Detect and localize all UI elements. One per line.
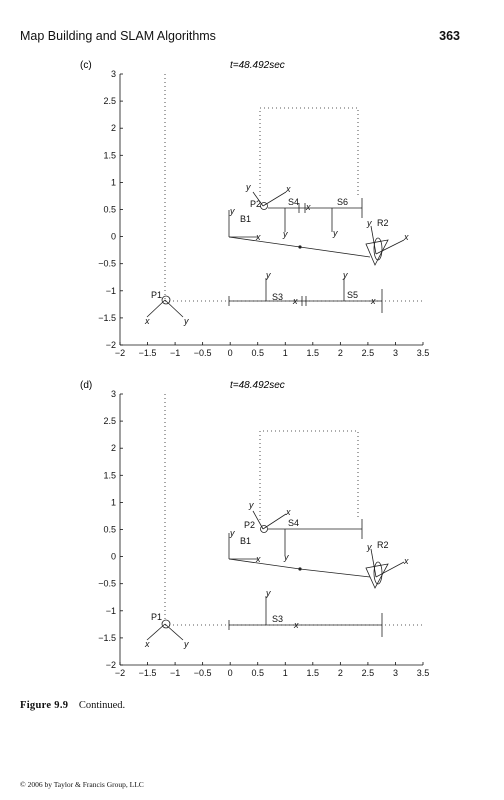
svg-text:y: y — [184, 316, 189, 326]
panel-label: (c) — [80, 60, 92, 71]
svg-text:x: x — [145, 316, 150, 326]
y-tick-label: 1 — [110, 497, 116, 508]
x-tick-label: 3 — [392, 348, 398, 358]
y-tick-label: 2.5 — [103, 416, 116, 427]
map-geometry — [147, 74, 422, 317]
x-tick-label: −0.5 — [193, 668, 212, 678]
frame-axis — [165, 624, 183, 640]
svg-text:x: x — [145, 639, 150, 649]
y-tick-label: 0 — [110, 231, 116, 242]
landmark-label: S3 — [272, 292, 284, 302]
y-tick-label: 1 — [110, 177, 116, 188]
svg-text:y: y — [266, 588, 271, 598]
landmark-label: S5 — [347, 290, 359, 300]
plot-panel-c — [0, 52, 504, 362]
x-tick-label: 1.5 — [306, 668, 320, 678]
uncertainty-ellipse — [261, 526, 268, 533]
y-tick-label: 2.5 — [103, 96, 116, 107]
x-tick-label: 0 — [227, 668, 233, 678]
dotted-guide-box — [260, 431, 358, 520]
svg-text:y: y — [283, 229, 288, 239]
x-tick-label: 2.5 — [361, 668, 375, 678]
svg-text:y: y — [266, 270, 271, 280]
landmark-label: S4 — [288, 518, 300, 528]
landmark-label: S4 — [288, 197, 300, 207]
svg-text:y: y — [230, 528, 235, 538]
svg-text:y: y — [249, 500, 254, 510]
y-tick-label: 3 — [110, 389, 116, 399]
x-tick-label: −2 — [114, 348, 126, 358]
uncertainty-ellipse — [162, 296, 170, 304]
robot-triangle — [366, 564, 388, 588]
map-geometry — [147, 394, 422, 640]
x-tick-label: 1 — [282, 668, 288, 678]
x-tick-label: −1.5 — [138, 348, 157, 358]
svg-text:x: x — [293, 296, 298, 306]
x-tick-label: −0.5 — [193, 348, 212, 358]
figure-label: Figure 9.9 — [20, 700, 69, 711]
x-tick-label: 2.5 — [361, 348, 375, 358]
y-tick-label: −1.5 — [98, 312, 116, 323]
uncertainty-ellipse — [162, 620, 170, 628]
y-tick-label: −1 — [105, 605, 116, 616]
landmark-label: P1 — [151, 612, 163, 622]
svg-text:y: y — [284, 552, 289, 562]
trajectory-point — [299, 246, 301, 248]
x-tick-label: −1 — [169, 668, 181, 678]
y-tick-label: 3 — [110, 69, 116, 79]
axes — [98, 389, 429, 678]
y-tick-label: 2 — [110, 123, 116, 134]
landmark-label: P1 — [151, 290, 163, 300]
svg-text:x: x — [286, 507, 291, 517]
x-tick-label: 0.5 — [251, 348, 264, 358]
x-tick-label: −2 — [114, 668, 126, 678]
axes — [98, 69, 429, 358]
landmark-label: R2 — [377, 218, 389, 228]
landmark-label: S6 — [337, 197, 349, 207]
svg-text:y: y — [367, 542, 372, 552]
svg-text:x: x — [294, 620, 299, 630]
y-tick-label: −2 — [105, 660, 116, 670]
svg-text:x: x — [371, 296, 376, 306]
y-tick-label: 1.5 — [103, 150, 116, 161]
figure-caption-text: Continued. — [78, 700, 126, 711]
svg-text:y: y — [333, 228, 338, 238]
y-tick-label: −1 — [105, 285, 116, 296]
svg-text:x: x — [256, 554, 261, 564]
plot-title: t=48.492sec — [230, 60, 285, 71]
svg-text:y: y — [367, 218, 372, 228]
plot-panel-d — [0, 372, 504, 682]
landmark-label: B1 — [240, 536, 252, 546]
svg-text:x: x — [306, 202, 311, 212]
trajectory-point — [299, 568, 301, 570]
landmark-label: S3 — [272, 614, 284, 624]
svg-text:y: y — [343, 270, 348, 280]
svg-text:x: x — [404, 232, 409, 242]
page-number: 363 — [439, 29, 460, 43]
frame-axis — [371, 549, 376, 577]
map-labels — [151, 197, 389, 302]
plot-title: t=48.492sec — [230, 380, 285, 391]
frame-axis — [376, 240, 404, 254]
svg-text:y: y — [184, 639, 189, 649]
x-tick-label: 0.5 — [251, 668, 264, 678]
x-tick-label: 0 — [227, 348, 233, 358]
x-tick-label: −1.5 — [138, 668, 157, 678]
frame-axis — [165, 300, 183, 317]
landmark-label: P2 — [244, 520, 256, 530]
dotted-guide-box — [260, 108, 358, 196]
svg-text:y: y — [246, 182, 251, 192]
y-tick-label: −1.5 — [98, 632, 116, 643]
svg-text:x: x — [256, 232, 261, 242]
y-tick-label: 0.5 — [103, 524, 116, 535]
x-tick-label: −1 — [169, 348, 181, 358]
running-header-title: Map Building and SLAM Algorithms — [20, 29, 216, 43]
y-tick-label: −0.5 — [98, 578, 116, 589]
svg-text:y: y — [230, 206, 235, 216]
x-tick-label: 3.5 — [416, 348, 430, 358]
y-tick-label: 0 — [110, 551, 116, 562]
y-tick-label: 1.5 — [103, 470, 116, 481]
y-tick-label: −2 — [105, 340, 116, 350]
copyright-footer: © 2006 by Taylor & Francis Group, LLC — [20, 780, 144, 789]
uncertainty-ellipse — [261, 203, 268, 210]
y-tick-label: −0.5 — [98, 258, 116, 269]
x-tick-label: 1 — [282, 348, 288, 358]
axis-letters — [144, 182, 409, 326]
frame-axis — [147, 300, 165, 317]
robot-triangle — [366, 240, 388, 265]
y-tick-label: 0.5 — [103, 204, 116, 215]
x-tick-label: 1.5 — [306, 348, 320, 358]
map-labels — [151, 518, 389, 624]
x-tick-label: 3 — [392, 668, 398, 678]
x-tick-label: 3.5 — [416, 668, 430, 678]
frame-axis — [147, 624, 165, 640]
svg-text:x: x — [404, 556, 409, 566]
panel-label: (d) — [80, 380, 93, 391]
figure-caption — [20, 700, 125, 711]
y-tick-label: 2 — [110, 443, 116, 454]
x-tick-label: 2 — [337, 668, 343, 678]
landmark-label: P2 — [250, 199, 262, 209]
landmark-label: B1 — [240, 214, 252, 224]
x-tick-label: 2 — [337, 348, 343, 358]
svg-text:x: x — [286, 184, 291, 194]
landmark-label: R2 — [377, 540, 389, 550]
